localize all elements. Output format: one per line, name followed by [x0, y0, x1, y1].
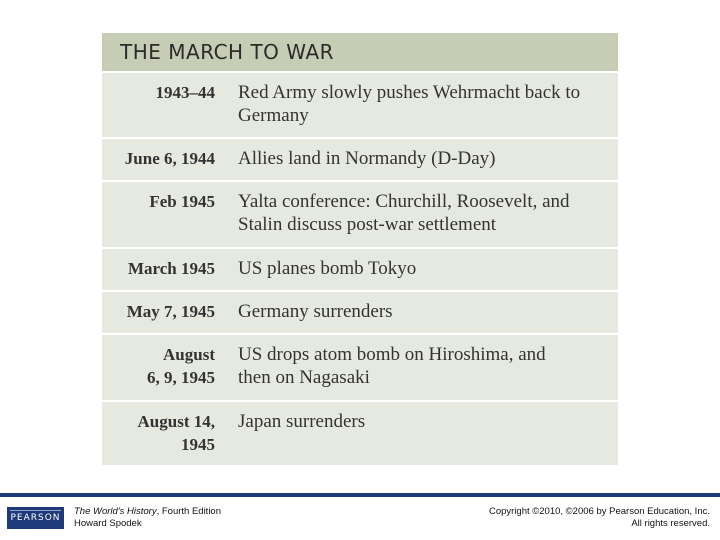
book-credit: [74, 506, 221, 530]
table-row: [102, 137, 618, 180]
table-row: [102, 180, 618, 247]
row-event: Japan surrenders: [238, 411, 366, 432]
row-event: Red Army slowly pushes Wehrmacht back to Germany: [238, 82, 581, 126]
table-row: [102, 247, 618, 290]
table-row: [102, 333, 618, 400]
row-event: US planes bomb Tokyo: [238, 258, 417, 279]
table-row: [102, 290, 618, 333]
table-title: THE MARCH TO WAR: [102, 33, 618, 71]
pearson-logo: PEARSON: [7, 507, 64, 529]
table-row: [102, 71, 618, 137]
timeline-table: [102, 33, 618, 465]
copyright-notice: Copyright ©2010, ©2006 by Pearson Education, Inc. All rights reserved.: [488, 506, 710, 529]
row-date: Feb 1945: [149, 192, 215, 211]
row-date: March 1945: [127, 259, 215, 278]
row-event: Germany surrenders: [238, 301, 393, 322]
row-date: August 14, 1945: [137, 412, 215, 454]
row-event: Allies land in Normandy (D-Day): [238, 148, 496, 169]
row-event: US drops atom bomb on Hiroshima, and then on Nagasaki: [238, 344, 546, 388]
row-date: May 7, 1945: [126, 302, 215, 321]
row-date: 1943–44: [155, 83, 215, 102]
row-event: Yalta conference: Churchill, Roosevelt, and Stalin discuss post-war settlement: [238, 191, 570, 235]
row-date: August 6, 9, 1945: [147, 345, 215, 387]
row-date: June 6, 1944: [124, 149, 215, 168]
book-title: The World's History: [74, 506, 157, 517]
book-edition: , Fourth Edition: [156, 506, 221, 517]
slide-footer: [0, 493, 720, 540]
book-author: Howard Spodek: [74, 518, 142, 529]
table-row: [102, 400, 618, 465]
